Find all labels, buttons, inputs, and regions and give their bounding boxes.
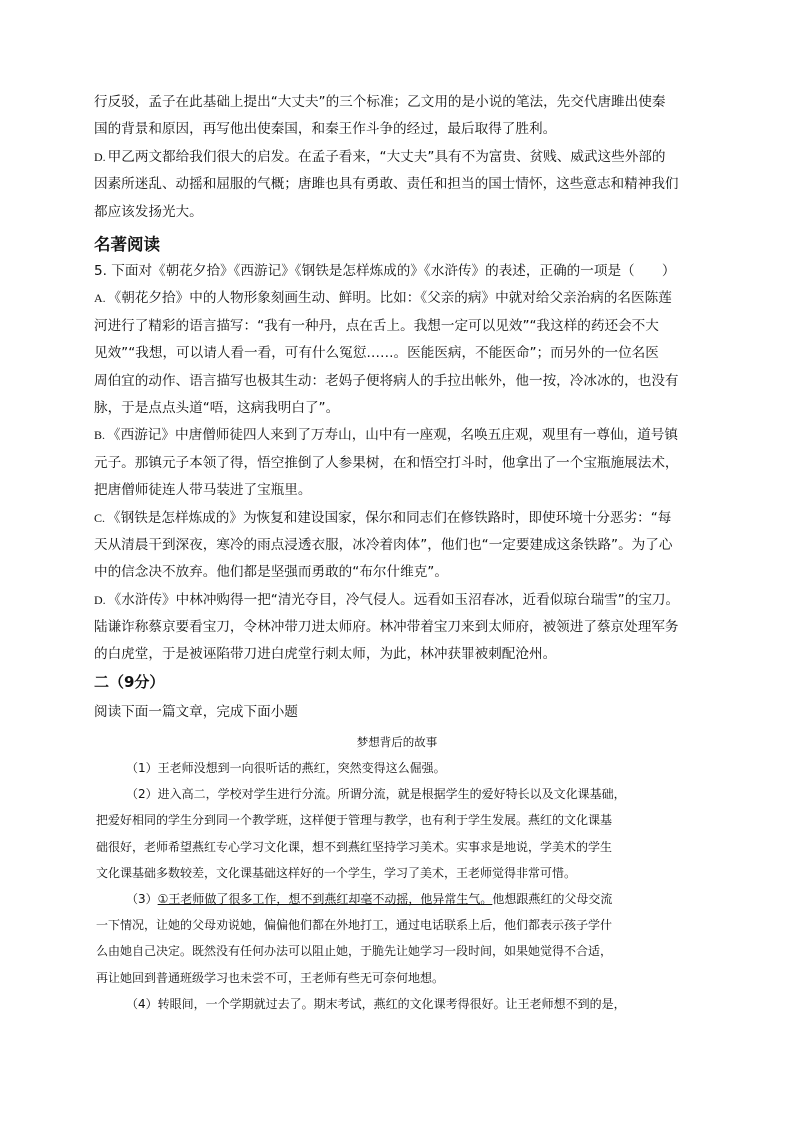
option-d — [94, 144, 704, 171]
paragraph-3-line: 一下情况，让她的父母劝说她，偏偏他们都在外地打工，通过电话联系上后，他们都表示孩子学什 — [96, 918, 613, 933]
text-line: 都应该发扬光大。 — [94, 203, 203, 220]
text-line: 见效”“我想，可以请人看一看，可有什么冤愆……。医能医病，不能医命”；而另外的一位名医 — [94, 345, 659, 362]
option-label: D. — [94, 149, 106, 164]
text-line: 天从清晨干到深夜，寒冷的雨点浸透衣服，冰冷着肉体”，他们也“一定要建成这条铁路”。为了心 — [94, 536, 673, 553]
question-stem: 5. 下面对《朝花夕拾》《西游记》《钢铁是怎样炼成的》《水浒传》的表述，正确的一项是（ ） — [94, 263, 676, 279]
option-d — [94, 587, 704, 614]
option-label: D. — [94, 592, 106, 607]
paragraph-2-line: （2）进入高二，学校对学生进行分流。所谓分流，就是根据学生的爱好特长以及文化课基础， — [126, 787, 626, 802]
option-b — [94, 422, 704, 449]
paragraph-2-line: 础很好，老师希望燕红专心学习文化课，想不到燕红坚持学习美术。实事求是地说，学美术的学生 — [96, 839, 613, 854]
option-a — [94, 285, 704, 312]
paragraph-text: 他想跟燕红的父母交流 — [492, 891, 613, 906]
paragraph-1: （1）王老师没想到一向很听话的燕红，突然变得这么倔强。 — [126, 761, 446, 775]
paragraph-number: （3） — [126, 891, 158, 906]
text-line: 陆谦诈称蔡京要看宝刀，令林冲带刀进太师府。林冲带着宝刀来到太师府，被领进了蔡京处理军务 — [94, 619, 679, 636]
option-label: B. — [94, 428, 106, 443]
option-text: 《朝花夕拾》中的人物形象刻画生动、鲜明。比如：《父亲的病》中就对给父亲治病的名医陈莲 — [107, 290, 672, 307]
option-label: A. — [94, 291, 106, 306]
text-line: 脉，于是点点头道“唔，这病我明白了”。 — [94, 399, 340, 416]
section-heading-two: 二（9分） — [94, 673, 165, 691]
option-text: 《西游记》中唐僧师徒四人来到了万寿山，山中有一座观，名唤五庄观，观里有一尊仙，道号镇 — [107, 427, 678, 444]
text-line: 行反驳，孟子在此基础上提出“大丈夫”的三个标准；乙文用的是小说的笔法，先交代唐雎出使秦 — [94, 94, 666, 110]
story-body — [96, 755, 700, 1017]
option-label: C. — [94, 510, 106, 525]
text-line: 因素所迷乱、动摇和屈服的气概；唐雎也具有勇敢、责任和担当的国士情怀，这些意志和精神我们 — [94, 176, 679, 193]
option-c — [94, 505, 704, 532]
text-line: 的白虎堂，于是被诬陷带刀进白虎堂行刺太师，为此，林冲获罪被刺配沧州。 — [94, 646, 557, 663]
section-heading-mingzhu: 名著阅读 — [94, 235, 160, 254]
paragraph-2-line: 把爱好相同的学生分到同一个教学班，这样便于管理与教学，也有利于学生发展。燕红的文化课基 — [96, 813, 613, 828]
paragraph-4-line: （4）转眼间，一个学期就过去了。期末考试，燕红的文化课考得很好。让王老师想不到的是， — [126, 996, 626, 1011]
paragraph-3-line: 再让她回到普通班级学习也未尝不可，王老师有些无可奈何地想。 — [96, 970, 445, 985]
option-text: 甲乙两文都给我们很大的启发。在孟子看来，“大丈夫”具有不为富贵、贫贱、威武这些外部的 — [107, 148, 666, 165]
story-title: 梦想背后的故事 — [356, 735, 438, 749]
reading-instruction: 阅读下面一篇文章，完成下面小题 — [94, 704, 298, 720]
previous-answer-block — [94, 89, 704, 226]
text-line: 周伯宜的动作、语言描写也极其生动：老妈子便将病人的手拉出帐外，他一按，冷冰冰的，也没有 — [94, 372, 679, 389]
paragraph-3-line: 么由她自己决定。既然没有任何办法可以阻止她，于脆先让她学习一段时间，如果她觉得不合适， — [96, 944, 613, 959]
question-5-block — [94, 258, 704, 669]
text-line: 国的背景和原因，再写他出使秦国，和秦王作斗争的经过，最后取得了胜利。 — [94, 121, 557, 138]
option-text: 《钢铁是怎样炼成的》为恢复和建设国家，保尔和同志们在修铁路时，即使环境十分恶劣：“每 — [107, 509, 672, 526]
option-text: 《水浒传》中林冲购得一把“清光夺目，冷气侵人。远看如玉沼春冰，近看似琼台瑞雪”的宝刀。 — [107, 591, 680, 608]
paragraph-3-line — [96, 886, 700, 912]
text-line: 中的信念决不放弃。他们都是坚强而勇敢的“布尔什维克”。 — [94, 564, 448, 581]
paragraph-2-line: 文化课基础多数较差，文化课基础这样好的一个学生，学习了美术，王老师觉得非常可惜。 — [96, 865, 577, 880]
reading-instruction-block — [94, 699, 704, 726]
text-line: 河进行了精彩的语言描写：“我有一种丹，点在舌上。我想一定可以见效”“我这样的药还会不大 — [94, 317, 659, 334]
text-line: 元子。那镇元子本领了得，悟空推倒了人参果树，在和悟空打斗时，他拿出了一个宝瓶施展法术， — [94, 454, 679, 471]
underlined-sentence-1: ①王老师做了很多工作，想不到燕红却毫不动摇，他异常生气。 — [157, 891, 493, 906]
text-line: 把唐僧师徒连人带马装进了宝瓶里。 — [94, 482, 312, 499]
